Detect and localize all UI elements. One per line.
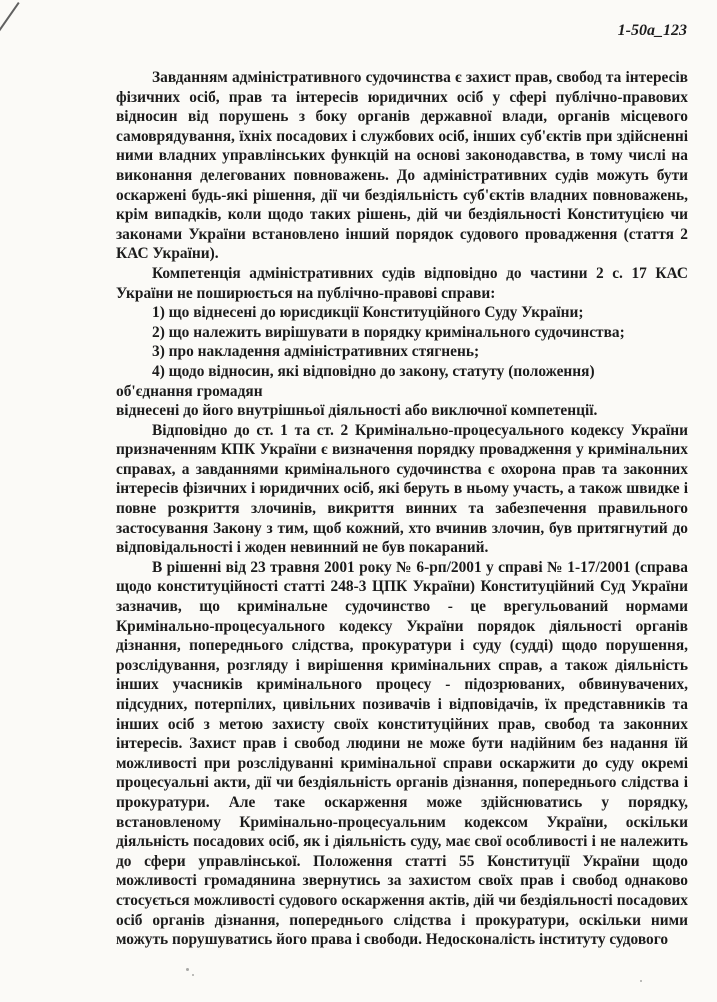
scan-speck [192, 974, 194, 976]
document-body [116, 68, 688, 950]
list-item: 3) про накладення адміністративних стягнень; [152, 343, 480, 361]
paragraph-court-decision: В рішенні від 23 травня 2001 року № 6-рп/2001 у справі № 1-17/2001 (справа щодо конституційності статті 248-3 ЦПК України) Конституційний Суд України зазначив, що кримінальне судочинство - це врегульований нормами Кримінально-процесуального кодексу України порядок діяльності органів дізнання, попереднього слідства, прокуратури і суду (судді) щодо порушення, розслідування, розгляду і вирішення кримінальних справ, а також діяльність інших учасників кримінального процесу - підозрюваних, обвинувачених, підсудних, потерпілих, цивільних позивачів і відповідачів, їх представників та інших осіб з метою захисту своїх конституційних прав, свобод та законних інтересів. Захист прав і свобод людини не може бути надійним без надання їй можливості при розслідуванні кримінальної справи оскаржити до суду окремі процесуальні акти, дії чи бездіяльність органів дізнання, попереднього слідства і прокуратури. Але таке оскарження може здійснюватись у порядку, встановленому Кримінально-процесуальним кодексом України, оскільки діяльність посадових осіб, як і діяльність суду, має свої особливості і не належить до сфери управлінської. Положення статті 55 Конституції України щодо можливості громадянина звернутись за захистом своїх прав і свобод однаково стосується можливості судового оскарження актів, дій чи бездіяльності посадових осіб органів дізнання, попереднього слідства і прокуратури, оскільки ними можуть порушуватись його права і свободи. Недосконалість інституту судового [116, 558, 688, 949]
paragraph-kpk: Відповідно до ст. 1 та ст. 2 Кримінально-процесуального кодексу України призначенням КПК України є визначення порядку провадження у кримінальних справах, а завданнями кримінального судочинства є охорона прав та законних інтересів фізичних і юридичних осіб, які беруть в ньому участь, а також швидке і повне розкриття злочинів, викриття винних та забезпечення правильного застосування Закону з тим, щоб кожний, хто вчинив злочин, був притягнутий до відповідальності і жоден невинний не був покараний. [116, 421, 688, 557]
scan-speck [640, 980, 642, 982]
scan-speck [186, 968, 189, 971]
paragraph-competence: Компетенція адміністративних судів відповідно до частини 2 с. 17 КАС України не поширюється на публічно-правові справи: [116, 264, 688, 302]
list-item: 1) що віднесені до юрисдикції Конституційного Суду України; [152, 304, 584, 322]
paragraph-admin-justice: Завданням адміністративного судочинства є захист прав, свобод та інтересів фізичних осіб, прав та інтересів юридичних осіб у сфері публічно-правових відносин від порушень з боку органів державної влади, органів місцевого самоврядування, їхніх посадових і службових осіб, інших суб'єктів при здійсненні ними владних управлінських функцій на основі законодавства, в тому числі на виконання делегованих повноважень. До адміністративних судів можуть бути оскаржені будь-які рішення, дії чи бездіяльність суб'єктів владних повноважень, крім випадків, коли щодо таких рішень, дій чи бездіяльності Конституцією чи законами України встановлено інший порядок судового провадження (стаття 2 КАС України). [116, 69, 688, 263]
list-item: 2) що належить вирішувати в порядку кримінального судочинства; [152, 323, 625, 341]
list-item: 4) щодо відносин, які відповідно до закону, статуту (положення) [152, 362, 595, 380]
continuation-line: віднесені до його внутрішньої діяльності або виключної компетенції. [116, 402, 598, 420]
page-identifier: 1-50а_123 [617, 22, 687, 39]
scan-artifact-line [0, 2, 20, 44]
continuation-line: об'єднання громадян [116, 382, 263, 400]
